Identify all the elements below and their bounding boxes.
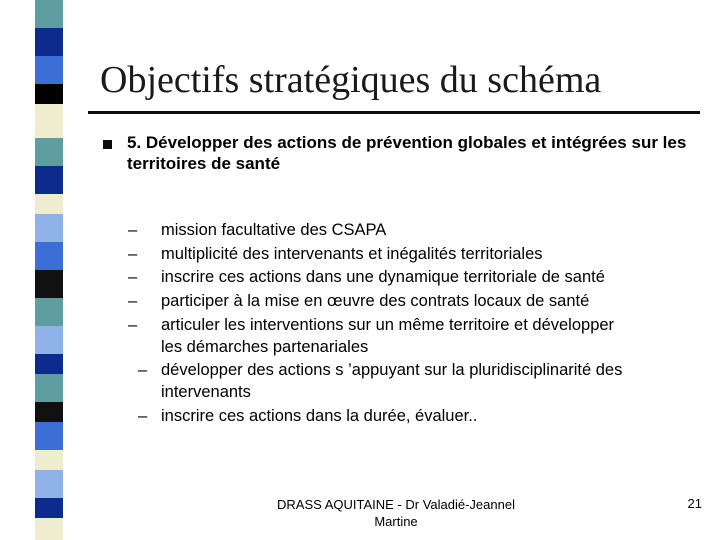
slide-title: Objectifs stratégiques du schéma xyxy=(100,59,602,101)
dash-bullet: – xyxy=(128,244,138,263)
list-item xyxy=(128,314,621,358)
list-item-text: inscrire ces actions dans une dynamique territoriale de santé xyxy=(161,268,605,286)
list-item-text: articuler les interventions sur un même territoire et développer les démarches partenariales xyxy=(161,316,615,356)
list-item xyxy=(128,243,708,267)
list-item-text: développer des actions s ’appuyant sur la pluridisciplinarité des intervenants xyxy=(161,361,623,401)
dash-bullet: – xyxy=(138,361,148,379)
list-item xyxy=(128,405,708,429)
list-item xyxy=(128,266,708,290)
dash-bullet: – xyxy=(128,316,138,334)
list-item xyxy=(128,290,708,314)
list-item-text: inscrire ces actions dans la durée, évaluer.. xyxy=(161,407,478,425)
sub-bullet-list xyxy=(128,219,708,429)
list-item-text: multiplicité des intervenants et inégalités territoriales xyxy=(161,244,543,263)
list-item-text: participer à la mise en œuvre des contrats locaux de santé xyxy=(161,291,590,310)
dash-bullet: – xyxy=(138,407,148,425)
slide-footer: DRASS AQUITAINE - Dr Valadié-Jeannel Martine xyxy=(277,497,515,529)
page-number: 21 xyxy=(687,496,702,511)
main-bullet-heading: 5. Développer des actions de prévention globales et intégrées sur les territoires de santé xyxy=(127,133,687,173)
dash-bullet: – xyxy=(128,291,138,310)
list-item xyxy=(128,359,701,403)
dash-bullet: – xyxy=(128,221,138,239)
decorative-stripe xyxy=(0,0,70,540)
list-item xyxy=(128,219,708,243)
dash-bullet: – xyxy=(128,268,138,286)
title-divider xyxy=(88,111,700,114)
list-item-text: mission facultative des CSAPA xyxy=(161,221,387,239)
square-bullet-icon xyxy=(103,140,112,149)
